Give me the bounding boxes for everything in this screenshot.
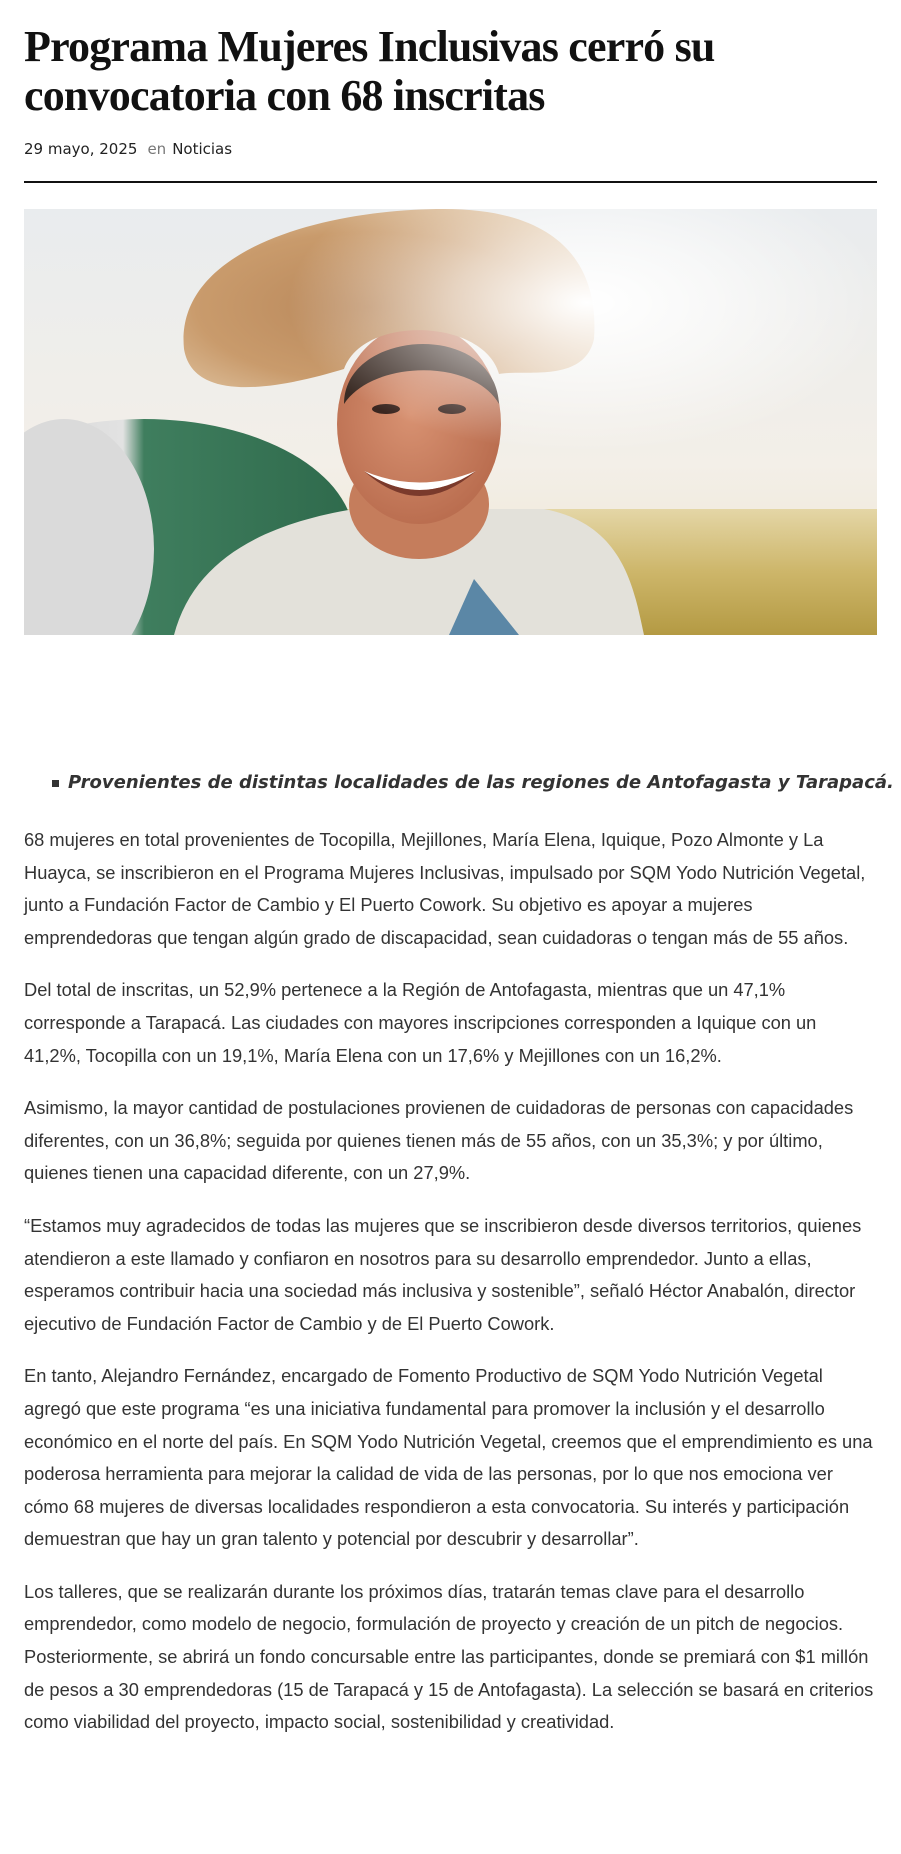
article-meta — [24, 140, 232, 158]
article-body — [24, 824, 877, 1759]
highlight-item: Provenientes de distintas localidades de las regiones de Antofagasta y Tarapacá. — [52, 770, 882, 796]
body-paragraph: “Estamos muy agradecidos de todas las mujeres que se inscribieron desde diversos territorios, quienes atendieron a este llamado y confiaron en nosotros para su desarrollo emprendedor. Junto a ellas, esperamos contribuir hacia una sociedad más inclusiva y sostenible”, señaló Héctor Anabalón, director ejecutivo de Fundación Factor de Cambio y de El Puerto Cowork. — [24, 1214, 862, 1334]
body-paragraph: Los talleres, que se realizarán durante los próximos días, tratarán temas clave para el desarrollo emprendedor, como modelo de negocio, formulación de proyecto y creación de un pitch de negocios. Posteriormente, se abrirá un fondo concursable entre las participantes, donde se premiará con $1 millón de pesos a 30 emprendedoras (15 de Tarapacá y 15 de Antofagasta). La selección se basará en criterios como viabilidad del proyecto, impacto social, sostenibilidad y creatividad. — [24, 1580, 874, 1733]
body-paragraph: 68 mujeres en total provenientes de Tocopilla, Mejillones, María Elena, Iquique, Pozo Almonte y La Huayca, se inscribieron en el Programa Mujeres Inclusivas, impulsado por SQM Yodo Nutrición Vegetal, junto a Fundación Factor de Cambio y El Puerto Cowork. Su objetivo es apoyar a mujeres emprendedoras que tengan algún grado de discapacidad, sean cuidadoras o tengan más de 55 años. — [24, 829, 866, 948]
hero-image — [24, 209, 877, 635]
category-prefix: en — [147, 140, 167, 158]
header-divider — [24, 181, 877, 183]
body-paragraph: En tanto, Alejandro Fernández, encargado de Fomento Productivo de SQM Yodo Nutrición Vegetal agregó que este programa “es una iniciativa fundamental para promover la inclusión y el desarrollo económico en el norte del país. En SQM Yodo Nutrición Vegetal, creemos que el emprendimiento es una poderosa herramienta para mejorar la calidad de vida de las personas, por lo que nos emociona ver cómo 68 mujeres de diversas localidades respondieron a esta convocatoria. Su interés y participación demuestran que hay un gran talento y potencial por descubrir y desarrollar”. — [24, 1365, 873, 1550]
article-title: Programa Mujeres Inclusivas cerró su convocatoria con 68 inscritas — [24, 22, 715, 120]
publish-date: 29 mayo, 2025 — [24, 140, 138, 158]
body-paragraph: Asimismo, la mayor cantidad de postulaciones provienen de cuidadoras de personas con capacidades diferentes, con un 36,8%; seguida por quienes tienen más de 55 años, con un 35,3%; y por último, quienes tienen una capacidad diferente, con un 27,9%. — [24, 1097, 854, 1184]
category-link[interactable]: Noticias — [172, 140, 233, 158]
body-paragraph: Del total de inscritas, un 52,9% pertenece a la Región de Antofagasta, mientras que un 47,1% corresponde a Tarapacá. Las ciudades con mayores inscripciones corresponden a Iquique con un 41,2%, Tocopilla con un 19,1%, María Elena con un 17,6% y Mejillones con un 16,2%. — [24, 979, 817, 1066]
highlight-list — [52, 770, 894, 796]
